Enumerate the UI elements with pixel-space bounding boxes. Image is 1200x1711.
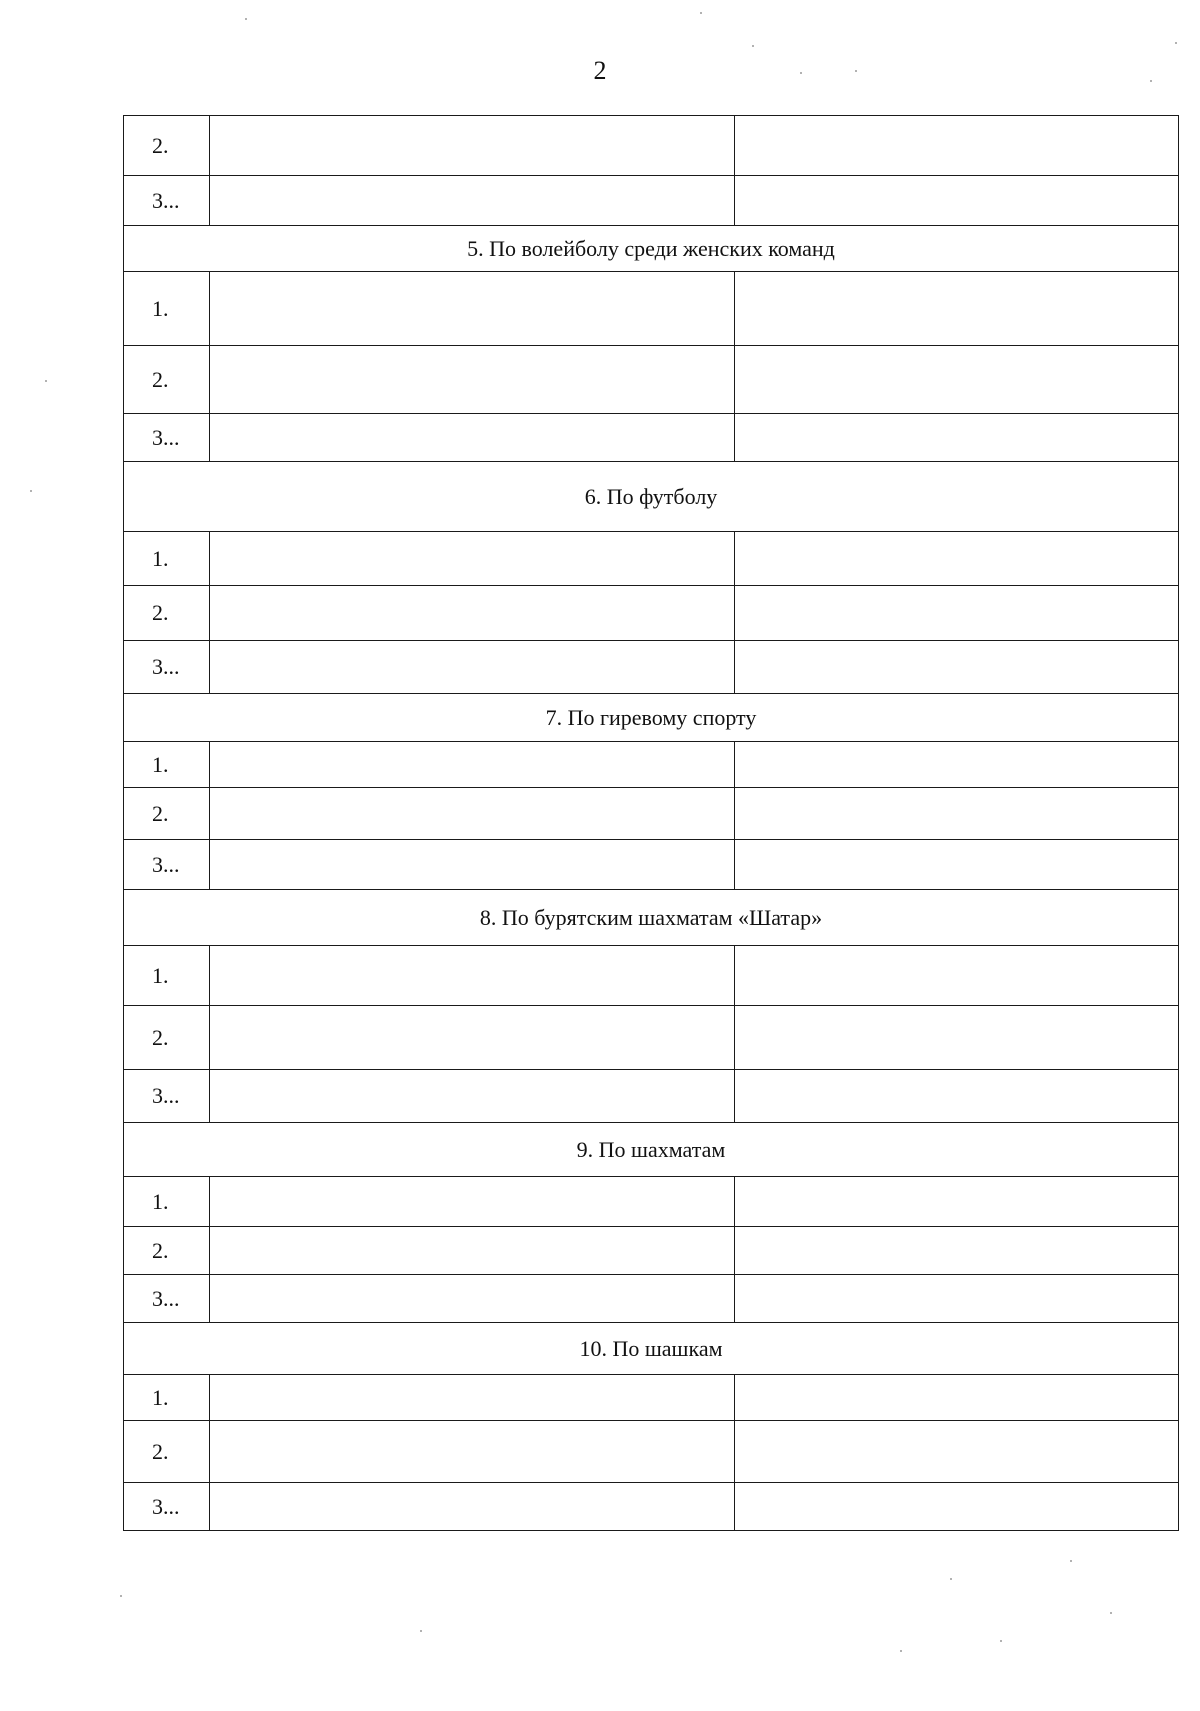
- page-number: 2: [593, 56, 607, 85]
- name-cell[interactable]: [210, 946, 735, 1006]
- table-row: [124, 946, 1179, 1006]
- row-number-cell: 3...: [124, 1483, 210, 1531]
- row-number-cell: 2.: [124, 1006, 210, 1070]
- name-cell[interactable]: [210, 1006, 735, 1070]
- name-cell[interactable]: [210, 1483, 735, 1531]
- scan-speck: [950, 1578, 952, 1580]
- name-cell[interactable]: [210, 788, 735, 840]
- section-header-row: [124, 890, 1179, 946]
- table-row: [124, 742, 1179, 788]
- table-row: [124, 1275, 1179, 1323]
- row-number-cell: 3...: [124, 1275, 210, 1323]
- section-header-row: [124, 1123, 1179, 1177]
- details-cell[interactable]: [735, 641, 1179, 694]
- details-cell[interactable]: [735, 586, 1179, 641]
- row-number-cell: 1.: [124, 1375, 210, 1421]
- section-title: 10. По шашкам: [124, 1323, 1179, 1375]
- details-cell[interactable]: [735, 1070, 1179, 1123]
- scan-speck: [1110, 1612, 1112, 1614]
- details-cell[interactable]: [735, 116, 1179, 176]
- table-row: [124, 1070, 1179, 1123]
- name-cell[interactable]: [210, 116, 735, 176]
- table-row: [124, 641, 1179, 694]
- name-cell[interactable]: [210, 1177, 735, 1227]
- row-number-cell: 1.: [124, 532, 210, 586]
- row-number-cell: 1.: [124, 946, 210, 1006]
- row-number-cell: 2.: [124, 1421, 210, 1483]
- row-number-cell: 2.: [124, 116, 210, 176]
- details-cell[interactable]: [735, 346, 1179, 414]
- name-cell[interactable]: [210, 1375, 735, 1421]
- scan-speck: [800, 72, 802, 74]
- scan-speck: [45, 380, 47, 382]
- name-cell[interactable]: [210, 840, 735, 890]
- section-title: 6. По футболу: [124, 462, 1179, 532]
- table-row: [124, 116, 1179, 176]
- registration-table: [123, 115, 1179, 1531]
- row-number-cell: 1.: [124, 742, 210, 788]
- details-cell[interactable]: [735, 1421, 1179, 1483]
- name-cell[interactable]: [210, 532, 735, 586]
- name-cell[interactable]: [210, 742, 735, 788]
- details-cell[interactable]: [735, 1275, 1179, 1323]
- details-cell[interactable]: [735, 1483, 1179, 1531]
- details-cell[interactable]: [735, 946, 1179, 1006]
- row-number-cell: 3...: [124, 840, 210, 890]
- table-row: [124, 840, 1179, 890]
- details-cell[interactable]: [735, 1375, 1179, 1421]
- section-header-row: [124, 462, 1179, 532]
- row-number-cell: 2.: [124, 586, 210, 641]
- name-cell[interactable]: [210, 414, 735, 462]
- details-cell[interactable]: [735, 1177, 1179, 1227]
- table-row: [124, 346, 1179, 414]
- scan-speck: [900, 1650, 902, 1652]
- scan-speck: [1000, 1640, 1002, 1642]
- table-row: [124, 176, 1179, 226]
- name-cell[interactable]: [210, 346, 735, 414]
- row-number-cell: 3...: [124, 1070, 210, 1123]
- name-cell[interactable]: [210, 1421, 735, 1483]
- table-row: [124, 788, 1179, 840]
- table-row: [124, 1375, 1179, 1421]
- section-header-row: [124, 1323, 1179, 1375]
- scan-speck: [752, 45, 754, 47]
- section-title: 9. По шахматам: [124, 1123, 1179, 1177]
- table-body: [124, 116, 1179, 1531]
- table-row: [124, 1483, 1179, 1531]
- scan-speck: [420, 1630, 422, 1632]
- row-number-cell: 1.: [124, 272, 210, 346]
- name-cell[interactable]: [210, 586, 735, 641]
- scan-speck: [120, 1595, 122, 1597]
- name-cell[interactable]: [210, 1070, 735, 1123]
- details-cell[interactable]: [735, 414, 1179, 462]
- details-cell[interactable]: [735, 840, 1179, 890]
- row-number-cell: 3...: [124, 641, 210, 694]
- details-cell[interactable]: [735, 532, 1179, 586]
- table-row: [124, 532, 1179, 586]
- scan-speck: [1150, 80, 1152, 82]
- details-cell[interactable]: [735, 272, 1179, 346]
- name-cell[interactable]: [210, 176, 735, 226]
- table-row: [124, 586, 1179, 641]
- row-number-cell: 1.: [124, 1177, 210, 1227]
- details-cell[interactable]: [735, 788, 1179, 840]
- table-row: [124, 1177, 1179, 1227]
- scan-speck: [30, 490, 32, 492]
- details-cell[interactable]: [735, 176, 1179, 226]
- table-row: [124, 1227, 1179, 1275]
- scan-speck: [855, 70, 857, 72]
- scan-speck: [245, 18, 247, 20]
- details-cell[interactable]: [735, 1006, 1179, 1070]
- section-title: 8. По бурятским шахматам «Шатар»: [124, 890, 1179, 946]
- section-title: 7. По гиревому спорту: [124, 694, 1179, 742]
- row-number-cell: 2.: [124, 788, 210, 840]
- details-cell[interactable]: [735, 742, 1179, 788]
- section-header-row: [124, 226, 1179, 272]
- section-header-row: [124, 694, 1179, 742]
- row-number-cell: 3...: [124, 414, 210, 462]
- table-row: [124, 272, 1179, 346]
- row-number-cell: 2.: [124, 346, 210, 414]
- row-number-cell: 2.: [124, 1227, 210, 1275]
- name-cell[interactable]: [210, 1227, 735, 1275]
- section-title: 5. По волейболу среди женских команд: [124, 226, 1179, 272]
- scan-speck: [1175, 42, 1177, 44]
- name-cell[interactable]: [210, 272, 735, 346]
- name-cell[interactable]: [210, 1275, 735, 1323]
- scan-speck: [1070, 1560, 1072, 1562]
- table-row: [124, 1421, 1179, 1483]
- table-row: [124, 1006, 1179, 1070]
- details-cell[interactable]: [735, 1227, 1179, 1275]
- scan-speck: [700, 12, 702, 14]
- name-cell[interactable]: [210, 641, 735, 694]
- row-number-cell: 3...: [124, 176, 210, 226]
- table-row: [124, 414, 1179, 462]
